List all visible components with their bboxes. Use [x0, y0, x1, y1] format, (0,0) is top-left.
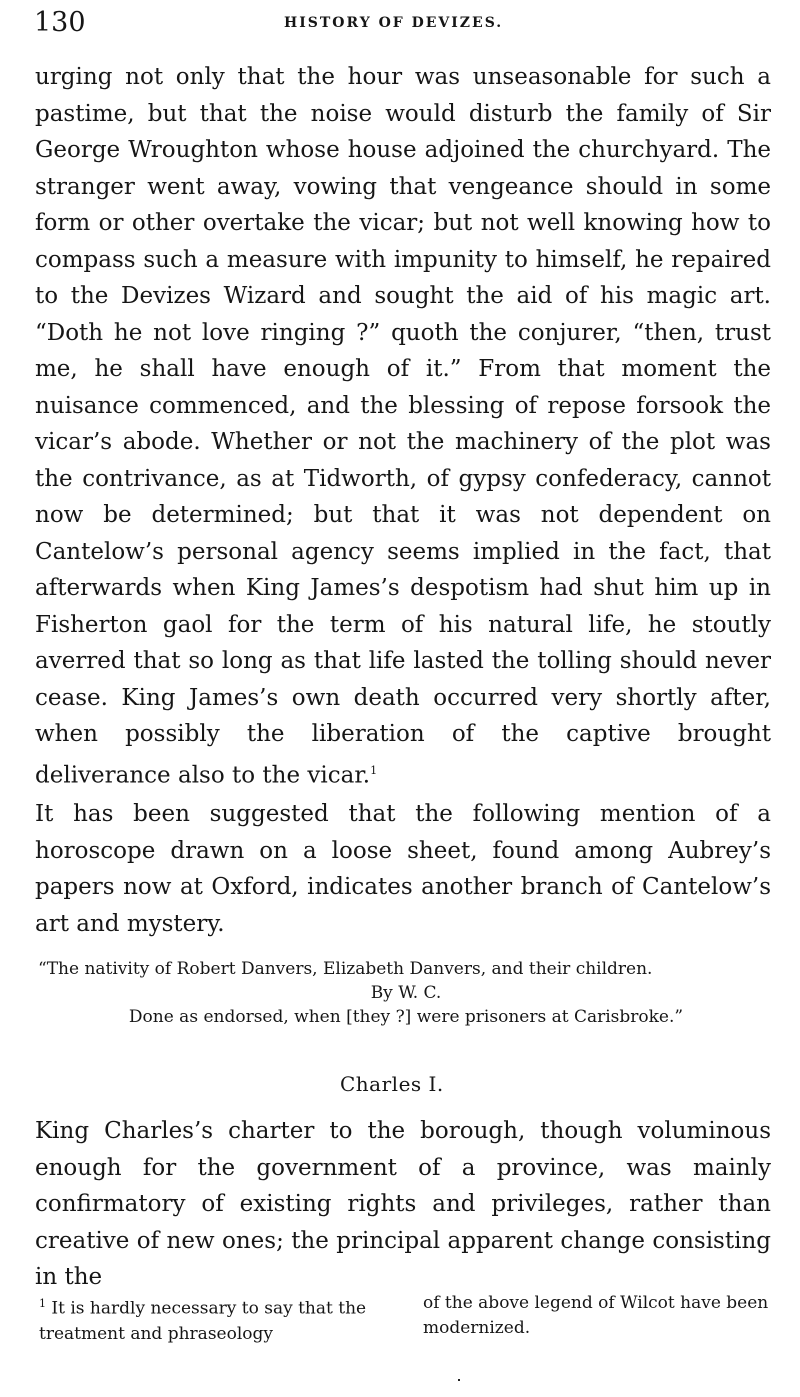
paragraph-2-text: It has been suggested that the following mention of a horoscope drawn on a loose sheet, found among Aubrey’s papers now at Oxford, indicates another branch of Cantelow’s art and mystery.: [35, 801, 771, 937]
footnote-left-column: [39, 1291, 394, 1347]
quote-line-1: “The nativity of Robert Danvers, Elizabeth Danvers, and their children.: [38, 959, 653, 979]
page-header: [34, 6, 772, 40]
footnote-right-column: [423, 1291, 773, 1341]
footnote-reference: 1: [370, 763, 378, 777]
quoted-horoscope-note: [38, 957, 774, 1029]
body-paragraph-2: [35, 796, 771, 942]
footnote-left-text: It is hardly necessary to say that the treatment and phraseology: [39, 1298, 367, 1344]
body-paragraph-1: [35, 59, 771, 794]
footnote-marker: 1: [39, 1297, 46, 1310]
paragraph-1-text: urging not only that the hour was unseasonable for such a pastime, but that the noise would disturb the family of Sir George Wroughton whose house adjoined the churchyard. The stranger went away, vowing that vengeance should in some form or other overtake the vicar; but not well knowing how to compass such a measure with impunity to himself, he repaired to the Devizes Wizard and sought the aid of his magic art. “Doth he not love ringing ?” quoth the conjurer, “then, trust me, he shall have enough of it.” From that moment the nuisance commenced, and the blessing of repose forsook the vicar’s abode. Whether or not the machinery of the plot was the contrivance, as at Tidworth, of gypsy confederacy, cannot now be determined; but that it was not dependent on Cantelow’s personal agency seems implied in the fact, that afterwards when King James’s despotism had shut him up in Fisherton gaol for the term of his natural life, he stoutly averred that so long as that life lasted the tolling should never cease. King James’s own death occurred very shortly after, when possibly the liberation of the captive brought deliverance also to the vicar.: [35, 64, 771, 789]
section-paragraph-text: King Charles’s charter to the borough, though voluminous enough for the government of a province, was mainly confirmatory of existing rights and privileges, rather than creative of new ones; the principal apparent change consisting in the: [35, 1118, 771, 1290]
section-heading: Charles I.: [340, 1072, 444, 1096]
page-number: 130: [34, 7, 86, 38]
quote-line-2: By W. C.: [370, 983, 442, 1003]
running-title: HISTORY OF DEVIZES.: [284, 15, 504, 31]
section-paragraph: [35, 1113, 771, 1296]
print-speck: [458, 1379, 460, 1381]
footnote-right-text: of the above legend of Wilcot have been modernized.: [423, 1293, 769, 1338]
quote-line-3: Done as endorsed, when [they ?] were prisoners at Carisbroke.”: [128, 1007, 684, 1027]
